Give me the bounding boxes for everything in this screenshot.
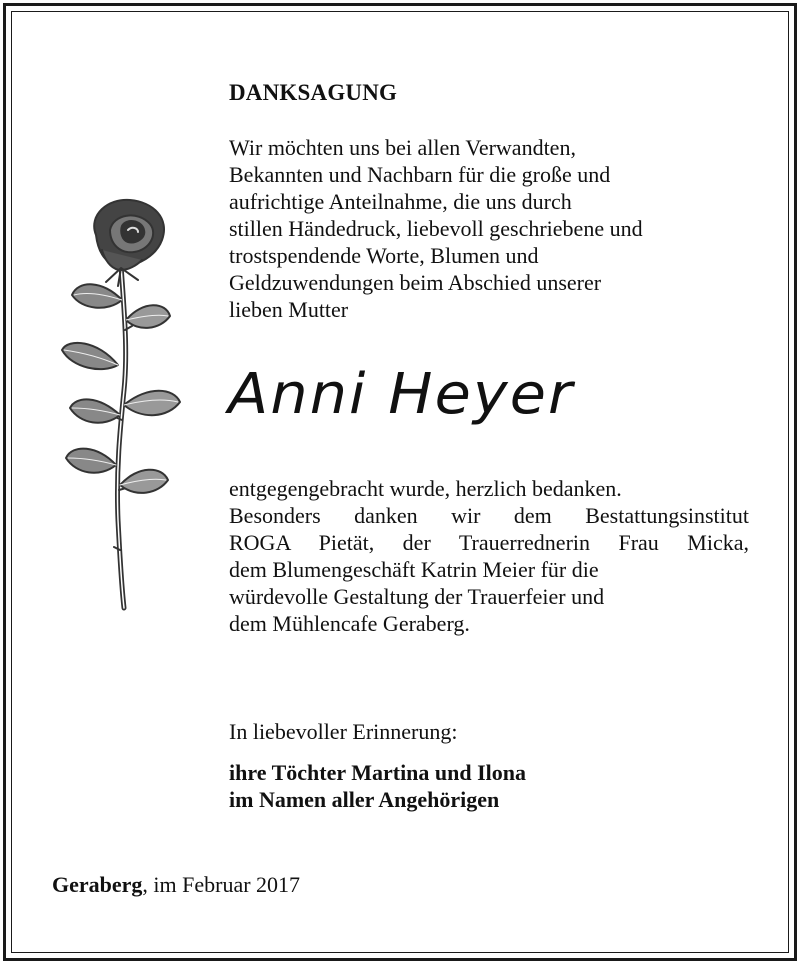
thanks-line: würdevolle Gestaltung der Trauerfeier und [229, 584, 605, 609]
heading: DANKSAGUNG [229, 80, 398, 105]
signers [229, 759, 526, 813]
thanks-paragraph [229, 475, 749, 637]
intro-line: trostspendende Worte, Blumen und [229, 243, 539, 268]
memory-line: In liebevoller Erinnerung: [229, 719, 458, 744]
footer [52, 872, 300, 898]
intro-line: Bekannten und Nachbarn für die große und [229, 162, 611, 187]
footer-place: Geraberg [52, 872, 143, 897]
signer-line: ihre Töchter Martina und Ilona [229, 760, 527, 785]
thanks-line: ROGA Pietät, der Trauerrednerin Frau Micka, [229, 530, 749, 555]
thanks-line: dem Mühlencafe Geraberg. [229, 611, 470, 636]
intro-line: aufrichtige Anteilnahme, die uns durch [229, 189, 572, 214]
deceased-name: Anni Heyer [228, 362, 575, 427]
intro-line: Wir möchten uns bei allen Verwandten, [229, 135, 576, 160]
thanks-line: dem Blumengeschäft Katrin Meier für die [229, 557, 599, 582]
signer-line: im Namen aller Angehörigen [229, 787, 500, 812]
intro-line: Geldzuwendungen beim Abschied unserer [229, 270, 602, 295]
rose-icon [58, 190, 188, 620]
thanks-line: entgegengebracht wurde, herzlich bedanken. [229, 476, 622, 501]
intro-paragraph [229, 134, 643, 323]
intro-line: stillen Händedruck, liebevoll geschriebene und [229, 216, 643, 241]
footer-date: , im Februar 2017 [142, 872, 301, 897]
intro-line: lieben Mutter [229, 297, 349, 322]
thanks-line: Besonders danken wir dem Bestattungsinstitut [229, 503, 749, 528]
